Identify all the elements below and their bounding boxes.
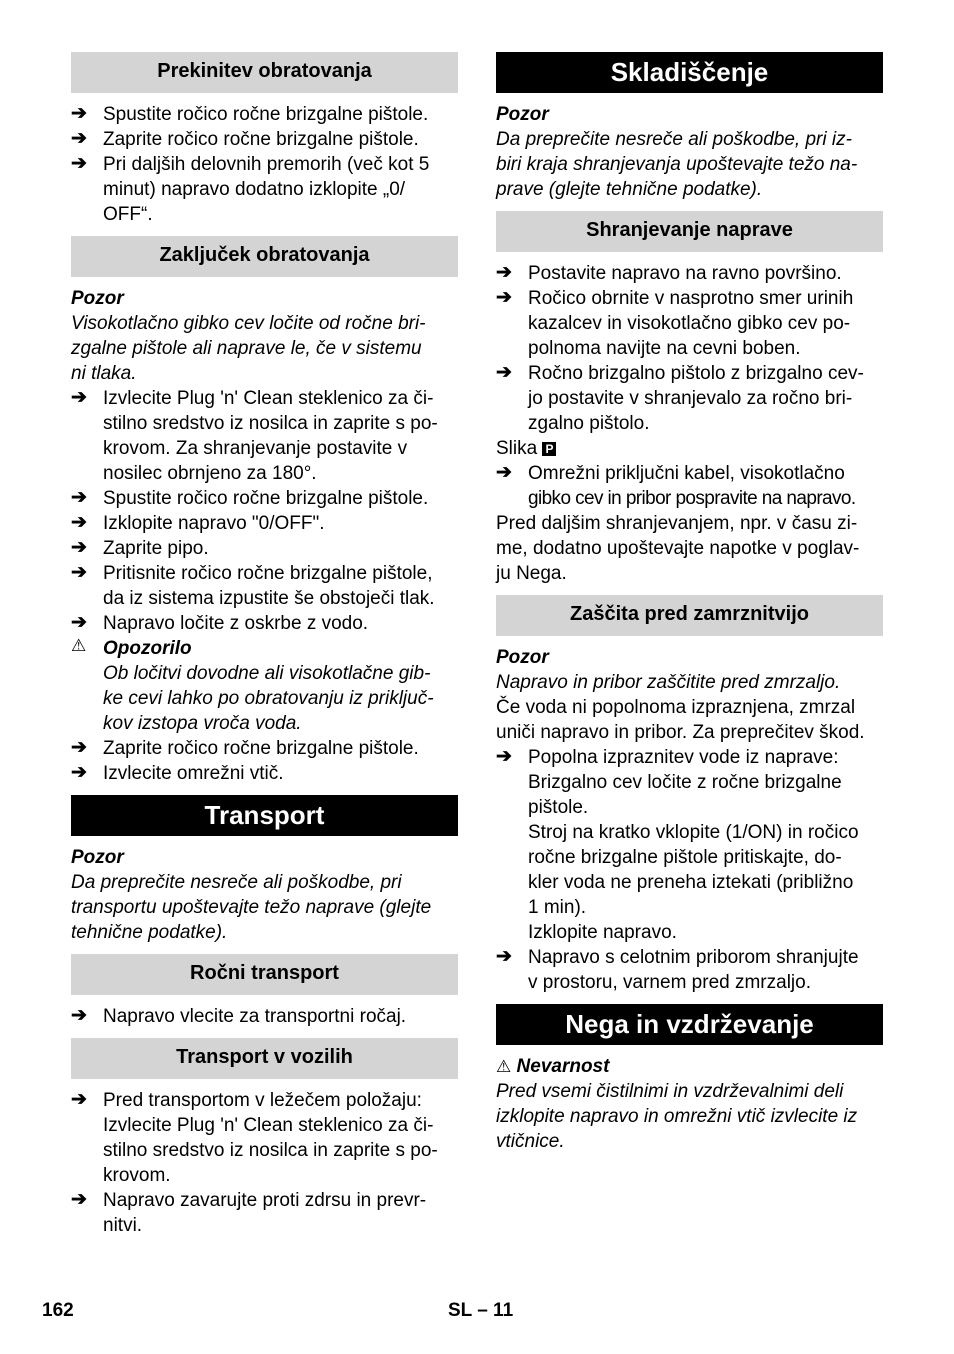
left-column [71, 52, 458, 1238]
list-item [71, 536, 458, 561]
text-line: minut) napravo dodatno izklopite „0/ [103, 179, 406, 200]
caution-label: Pozor [71, 288, 124, 309]
text-line: ke cevi lahko po obratovanju iz priključ- [103, 688, 434, 709]
heading-zascita: Zaščita pred zamrznitvijo [496, 595, 883, 636]
text-line: uniči napravo in pribor. Za preprečitev škod. [496, 722, 865, 743]
arrow-bullet-icon: ➔ [71, 562, 87, 583]
arrow-bullet-icon: ➔ [71, 737, 87, 758]
text-line: Spustite ročico ročne brizgalne pištole. [103, 104, 429, 125]
heading-zakljucek: Zaključek obratovanja [71, 236, 458, 277]
caution-text [71, 870, 458, 945]
warning-block [71, 636, 458, 736]
text-line: Postavite napravo na ravno površino. [528, 263, 842, 284]
list-item [71, 1088, 458, 1188]
text-line: biri kraja shranjevanja upoštevajte težo na- [496, 154, 858, 175]
list-item [496, 361, 883, 436]
figure-label: Slika [496, 438, 538, 459]
text-line: tehnične podatke). [71, 922, 228, 943]
text-line: Izklopite napravo "0/OFF". [103, 513, 325, 534]
figure-reference [496, 436, 883, 461]
text-line: Zaprite ročico ročne brizgalne pištole. [103, 738, 419, 759]
figure-p-badge-icon: P [542, 442, 556, 456]
list-item [496, 286, 883, 361]
text-line: 1 min). [528, 897, 587, 918]
text-line: Ročico obrnite v nasprotno smer urinih [528, 288, 854, 309]
text-line: OFF“. [103, 204, 153, 225]
arrow-bullet-icon: ➔ [71, 153, 87, 174]
text-line: Izvlecite Plug 'n' Clean steklenico za či- [103, 1115, 434, 1136]
heading-transport-v-vozilih: Transport v vozilih [71, 1038, 458, 1079]
frost-text [496, 695, 883, 745]
text-line: vtičnice. [496, 1131, 565, 1152]
arrow-bullet-icon: ➔ [71, 1189, 87, 1210]
arrow-bullet-icon: ➔ [496, 746, 512, 767]
text-line: kov izstopa vroča voda. [103, 713, 302, 734]
heading-prekinitev: Prekinitev obratovanja [71, 52, 458, 93]
list-item [496, 261, 883, 286]
list-item [71, 561, 458, 611]
arrow-bullet-icon: ➔ [496, 262, 512, 283]
text-line: Napravo s celotnim priborom shranjujte [528, 947, 859, 968]
storage-note [496, 511, 883, 586]
arrow-bullet-icon: ➔ [496, 287, 512, 308]
text-line: kler voda ne preneha iztekati (približno [528, 872, 854, 893]
text-line: v prostoru, varnem pred zmrzaljo. [528, 972, 811, 993]
arrow-bullet-icon: ➔ [71, 487, 87, 508]
text-line: Pritisnite ročico ročne brizgalne pištole, [103, 563, 433, 584]
text-line: pištole. [528, 797, 589, 818]
heading-shranjevanje: Shranjevanje naprave [496, 211, 883, 252]
text-line: stilno sredstvo iz nosilca in zaprite s po- [103, 1140, 438, 1161]
text-line: polnoma navijte na cevni boben. [528, 338, 801, 359]
arrow-bullet-icon: ➔ [71, 387, 87, 408]
text-line: Zaprite ročico ročne brizgalne pištole. [103, 129, 419, 150]
list-item [71, 511, 458, 536]
arrow-bullet-icon: ➔ [71, 103, 87, 124]
text-line: Izvlecite omrežni vtič. [103, 763, 284, 784]
arrow-bullet-icon: ➔ [71, 128, 87, 149]
arrow-bullet-icon: ➔ [71, 762, 87, 783]
text-line: izklopite napravo in omrežni vtič izvlecite iz [496, 1106, 858, 1127]
heading-transport: Transport [71, 795, 458, 836]
text-line: Napravo in pribor zaščitite pred zmrzaljo. [496, 672, 841, 693]
text-line: Popolna izpraznitev vode iz naprave: [528, 747, 839, 768]
text-line: Napravo vlecite za transportni ročaj. [103, 1006, 407, 1027]
text-line: zgalno pištolo. [528, 413, 650, 434]
list-item [71, 1004, 458, 1029]
text-line: Stroj na kratko vklopite (1/ON) in ročico [528, 822, 859, 843]
text-line: jo postavite v shranjevalo za ročno bri- [528, 388, 853, 409]
heading-rocni-transport: Ročni transport [71, 954, 458, 995]
text-line: nosilec obrnjeno za 180°. [103, 463, 317, 484]
list-item [71, 386, 458, 486]
warning-triangle-icon: ⚠ [496, 1057, 512, 1076]
text-line: Če voda ni popolnoma izpraznjena, zmrzal [496, 697, 856, 718]
list-item [71, 1188, 458, 1238]
text-line: Izvlecite Plug 'n' Clean steklenico za či- [103, 388, 434, 409]
list-item [496, 945, 883, 995]
page-number: 162 [42, 1300, 74, 1321]
caution-label: Pozor [496, 104, 549, 125]
list-item [71, 736, 458, 761]
list-item [71, 152, 458, 227]
page-label: SL – 11 [448, 1300, 514, 1321]
text-line: zgalne pištole ali naprave le, če v sistemu [71, 338, 422, 359]
text-line: Da preprečite nesreče ali poškodbe, pri [71, 872, 402, 893]
danger-label: Nevarnost [516, 1056, 610, 1077]
list-item [71, 611, 458, 636]
heading-skladiscenje: Skladiščenje [496, 52, 883, 93]
list-item [71, 127, 458, 152]
danger-block [496, 1054, 883, 1079]
text-line: Da preprečite nesreče ali poškodbe, pri iz- [496, 129, 852, 150]
text-line: krovom. Za shranjevanje postavite v [103, 438, 408, 459]
text-line: me, dodatno upoštevajte napotke v poglav- [496, 538, 860, 559]
caution-text [71, 311, 458, 386]
text-line: nitvi. [103, 1215, 143, 1236]
text-line: krovom. [103, 1165, 171, 1186]
text-line: prave (glejte tehnične podatke). [496, 179, 763, 200]
arrow-bullet-icon: ➔ [71, 537, 87, 558]
list-item [496, 461, 883, 511]
text-line: Pred daljšim shranjevanjem, npr. v času zi- [496, 513, 858, 534]
arrow-bullet-icon: ➔ [71, 1089, 87, 1110]
text-line: gibko cev in pribor pospravite na napravo. [528, 488, 856, 509]
warning-label: Opozorilo [103, 638, 192, 659]
text-line: Visokotlačno gibko cev ločite od ročne bri- [71, 313, 426, 334]
text-line: Izklopite napravo. [528, 922, 677, 943]
arrow-bullet-icon: ➔ [496, 462, 512, 483]
caution-label: Pozor [496, 647, 549, 668]
heading-nega: Nega in vzdrževanje [496, 1004, 883, 1045]
text-line: Pred vsemi čistilnimi in vzdrževalnimi deli [496, 1081, 844, 1102]
right-column [496, 52, 883, 1154]
caution-text [496, 670, 883, 695]
arrow-bullet-icon: ➔ [71, 612, 87, 633]
text-line: Ob ločitvi dovodne ali visokotlačne gib- [103, 663, 431, 684]
text-line: ročne brizgalne pištole pritiskajte, do- [528, 847, 842, 868]
text-line: Zaprite pipo. [103, 538, 209, 559]
text-line: Brizgalno cev ločite z ročne brizgalne [528, 772, 842, 793]
list-item [496, 745, 883, 945]
text-line: Omrežni priključni kabel, visokotlačno [528, 463, 845, 484]
text-line: Pri daljših delovnih premorih (več kot 5 [103, 154, 430, 175]
text-line: kazalcev in visokotlačno gibko cev po- [528, 313, 851, 334]
list-item [71, 761, 458, 786]
text-line: Napravo zavarujte proti zdrsu in prevr- [103, 1190, 427, 1211]
text-line: transportu upoštevajte težo naprave (glejte [71, 897, 432, 918]
text-line: stilno sredstvo iz nosilca in zaprite s po- [103, 413, 438, 434]
arrow-bullet-icon: ➔ [496, 946, 512, 967]
arrow-bullet-icon: ➔ [496, 362, 512, 383]
text-line: da iz sistema izpustite še obstoječi tlak. [103, 588, 435, 609]
arrow-bullet-icon: ➔ [71, 1005, 87, 1026]
caution-label: Pozor [71, 847, 124, 868]
text-line: ju Nega. [496, 563, 567, 584]
list-item [71, 102, 458, 127]
text-line: ni tlaka. [71, 363, 137, 384]
text-line: Spustite ročico ročne brizgalne pištole. [103, 488, 429, 509]
text-line: Ročno brizgalno pištolo z brizgalno cev- [528, 363, 864, 384]
list-item [71, 486, 458, 511]
warning-triangle-icon: ⚠ [71, 636, 87, 655]
caution-text [496, 127, 883, 202]
text-line: Napravo ločite z oskrbe z vodo. [103, 613, 369, 634]
text-line: Pred transportom v ležečem položaju: [103, 1090, 422, 1111]
danger-text [496, 1079, 883, 1154]
arrow-bullet-icon: ➔ [71, 512, 87, 533]
